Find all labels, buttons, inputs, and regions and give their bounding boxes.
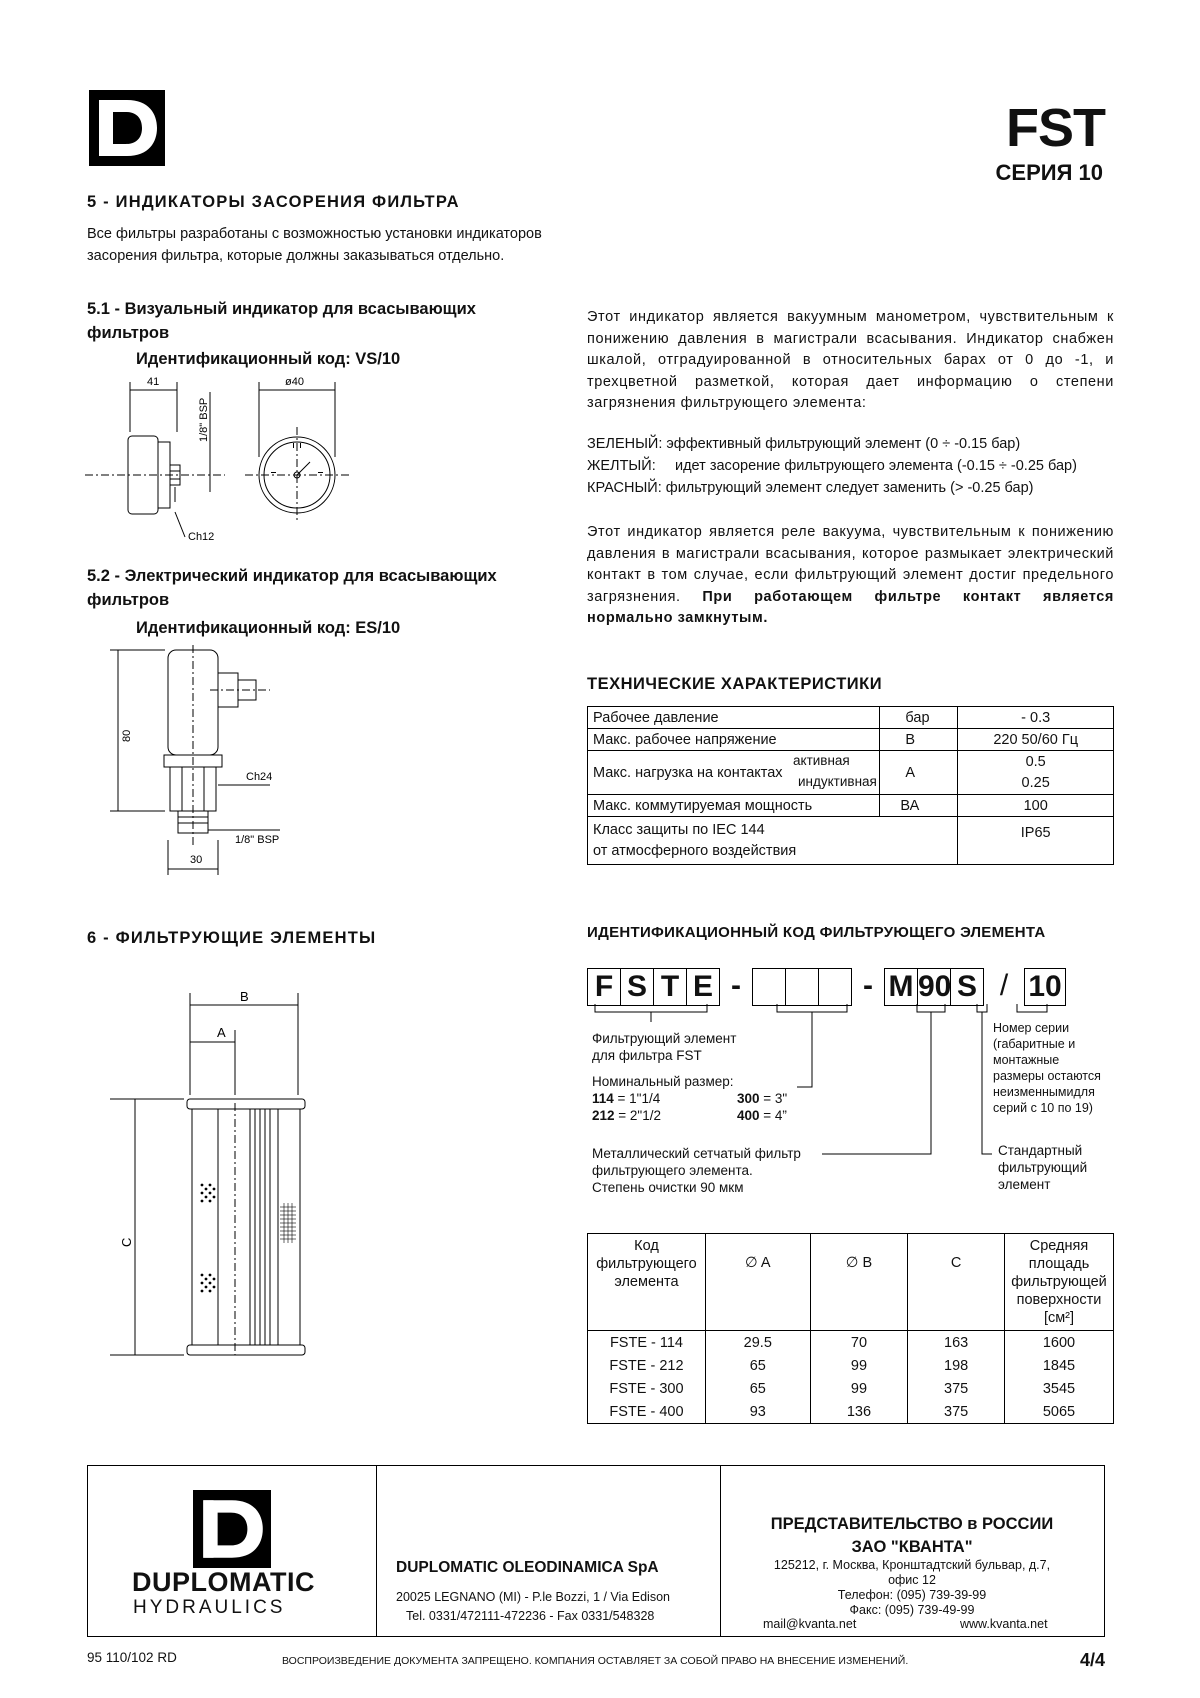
doc-code: 95 110/102 RD (87, 1650, 177, 1665)
size-400 (737, 1107, 787, 1124)
code-box: F (587, 968, 621, 1006)
tech-cell: бар (880, 707, 958, 729)
tech-cell: - 0.3 (958, 707, 1114, 729)
tech-cell: IP65 (958, 817, 1114, 865)
tech-load-inductive: индуктивная (798, 774, 877, 789)
size-212-code: 212 (592, 1108, 615, 1123)
cell-c: 375 (908, 1400, 1005, 1424)
cell-b: 136 (810, 1400, 908, 1424)
cell-a: 93 (705, 1400, 810, 1424)
footer-logo (193, 1490, 271, 1568)
green-zone: ЗЕЛЕНЫЙ: эффективный фильтрующий элемент (0 ÷ -0.15 бар) (587, 436, 1021, 452)
vacuum-switch-bold: При работающем фильтре контакт является нормально замкнутым. (587, 588, 1114, 626)
tech-table (587, 706, 1114, 865)
tech-value-active: 0.5 (1025, 753, 1046, 770)
table-row (588, 1400, 1114, 1424)
yellow-label: ЖЕЛТЫЙ: (587, 458, 656, 474)
section6-title: 6 - ФИЛЬТРУЮЩИЕ ЭЛЕМЕНТЫ (87, 929, 377, 947)
element-header-code: Код фильтрующего элемента (588, 1234, 706, 1331)
footer-rep-mail[interactable]: mail@kvanta.net (763, 1617, 857, 1631)
filter-element-drawing (110, 985, 330, 1375)
section51-title: 5.1 - Визуальный индикатор для всасывающих фильтров (87, 300, 476, 342)
page-number: 4/4 (1079, 1650, 1105, 1670)
element-header-a: ∅ A (705, 1234, 810, 1331)
footer-rep-fax: Факс: (095) 739-49-99 (849, 1603, 975, 1617)
dim-bsp: 1/8" BSP (235, 834, 280, 846)
dim-thread: 1/8" BSP (198, 397, 210, 442)
dim-80: 80 (121, 729, 133, 742)
code-separator: - (863, 969, 873, 1002)
size-300-val: = 3" (759, 1091, 788, 1106)
size-114-code: 114 (592, 1091, 614, 1106)
tech-cell (958, 751, 1114, 795)
product-code: FST (1006, 98, 1105, 158)
tech-cell: 220 50/60 Гц (958, 729, 1114, 751)
cell-area: 5065 (1005, 1400, 1114, 1424)
idcode-series-label: Номер серии (габаритные и монтажные размеры остаются неизменнымидля серий с 10 по 19) (993, 1021, 1101, 1115)
tech-cell: Рабочее давление (588, 707, 880, 729)
tech-cell: Макс. рабочее напряжение (588, 729, 880, 751)
footer-rep-office: офис 12 (888, 1573, 936, 1587)
code-separator: / (999, 969, 1009, 1002)
table-row (588, 1377, 1114, 1400)
size-400-val: = 4” (759, 1108, 787, 1123)
cell-code: FSTE - 400 (588, 1400, 706, 1424)
idcode-element-label: Фильтрующий элемент для фильтра FST (592, 1031, 737, 1063)
tech-protection-1: Класс защиты по IEC 144 (593, 821, 765, 838)
element-table (587, 1233, 1114, 1424)
tech-load-active: активная (793, 753, 850, 768)
element-header-row (588, 1234, 1114, 1331)
footer-rep-title: ПРЕДСТАВИТЕЛЬСТВО в РОССИИ (770, 1515, 1054, 1533)
dim-a: A (217, 1025, 226, 1040)
dim-diameter: ø40 (285, 376, 304, 388)
tech-row (588, 817, 1114, 865)
size-212 (592, 1107, 661, 1124)
tech-load-label: Макс. нагрузка на контактах (593, 764, 783, 781)
tech-cell (588, 751, 880, 795)
size-300-code: 300 (737, 1091, 760, 1106)
duplomatic-logo (89, 90, 165, 166)
code-box: 10 (1024, 968, 1066, 1006)
dim-c: C (119, 1237, 134, 1247)
cell-area: 1600 (1005, 1331, 1114, 1355)
footer-address: 20025 LEGNANO (MI) - P.le Bozzi, 1 / Via Edison (396, 1590, 670, 1604)
copyright-notice: ВОСПРОИЗВЕДЕНИЕ ДОКУМЕНТА ЗАПРЕЩЕНО. КОМПАНИЯ ОСТАВЛЯЕТ ЗА СОБОЙ ПРАВО НА ВНЕСЕНИЕ ИЗМЕНЕНИЙ. (282, 1655, 909, 1667)
section5-intro: Все фильтры разработаны с возможностью установки индикаторов засорения фильтра, которые должны заказываться отдельно. (87, 226, 542, 264)
dim-hex: Ch12 (188, 531, 215, 543)
cell-c: 198 (908, 1354, 1005, 1377)
code-box: E (687, 968, 720, 1006)
cell-c: 163 (908, 1331, 1005, 1355)
code-box: T (654, 968, 687, 1006)
idcode-title: ИДЕНТИФИКАЦИОННЫЙ КОД ФИЛЬТРУЮЩЕГО ЭЛЕМЕНТА (587, 924, 1046, 941)
footer-rep-phone: Телефон: (095) 739-39-99 (837, 1588, 987, 1602)
cell-a: 65 (705, 1354, 810, 1377)
product-series: СЕРИЯ 10 (995, 160, 1103, 185)
code-box (819, 968, 852, 1006)
code-box: 90 (918, 968, 951, 1006)
tech-cell: Макс. коммутируемая мощность (588, 795, 880, 817)
size-114 (592, 1090, 660, 1107)
section52-title: 5.2 - Электрический индикатор для всасывающих фильтров (87, 567, 497, 609)
cell-code: FSTE - 300 (588, 1377, 706, 1400)
vacuum-switch-description (587, 522, 1114, 630)
footer-brand-sub: HYDRAULICS (133, 1597, 286, 1618)
tech-row (588, 795, 1114, 817)
idcode-standard-label: Стандартный фильтрующий элемент (998, 1143, 1088, 1192)
dim-b: B (240, 989, 249, 1004)
idcode-size-title: Номинальный размер: (592, 1074, 734, 1089)
code-box (752, 968, 786, 1006)
idcode-boxes (587, 968, 1066, 1006)
tech-protection-2: от атмосферного воздействия (593, 842, 797, 859)
code-box (786, 968, 819, 1006)
cell-a: 29.5 (705, 1331, 810, 1355)
vacuum-gauge-description: Этот индикатор является вакуумным манометром, чувствительным к понижению давления в магистрали всасывания. Индикатор снабжен шкалой, отградуированной в относительных барах от 0 до -1, и трехцветной разметкой, которая дает информацию о степени загрязнения фильтрующего элемента: (587, 309, 1114, 411)
cell-area: 3545 (1005, 1377, 1114, 1400)
mesh-hatch (280, 1203, 296, 1243)
cell-b: 70 (810, 1331, 908, 1355)
footer-rep-address: 125212, г. Москва, Кронштадтский бульвар, д.7, (773, 1558, 1051, 1572)
electric-indicator-drawing (110, 645, 310, 885)
tech-row (588, 707, 1114, 729)
cell-area: 1845 (1005, 1354, 1114, 1377)
size-114-val: = 1"1/4 (613, 1091, 661, 1106)
yellow-zone: идет засорение фильтрующего элемента (-0.15 ÷ -0.25 бар) (675, 458, 1077, 474)
section51-code: Идентификационный код: VS/10 (136, 350, 401, 368)
size-300 (737, 1090, 787, 1107)
tech-cell: 100 (958, 795, 1114, 817)
tech-row (588, 729, 1114, 751)
size-400-code: 400 (737, 1108, 760, 1123)
perforation-dots (201, 1184, 216, 1293)
tech-cell: А (880, 751, 958, 795)
table-row (588, 1354, 1114, 1377)
red-zone: КРАСНЫЙ: фильтрующий элемент следует заменить (> -0.25 бар) (587, 480, 1034, 496)
cell-code: FSTE - 212 (588, 1354, 706, 1377)
tech-cell: ВА (880, 795, 958, 817)
tech-row (588, 751, 1114, 795)
idcode-mesh-label: Металлический сетчатый фильтр фильтрующего элемента. Степень очистки 90 мкм (592, 1146, 801, 1195)
footer-brand: DUPLOMATIC (132, 1567, 315, 1597)
section52-code: Идентификационный код: ES/10 (136, 619, 401, 637)
vacuum-switch-text: Этот индикатор является реле вакуума, чувствительным к понижению давления в магистрали всасывания, которое размыкает электрический контакт в том случае, если фильтрующий элемент достиг предельного загрязнения. (587, 524, 1114, 605)
element-header-area: Средняя площадь фильтрующей поверхности [см²] (1005, 1234, 1114, 1331)
tech-value-inductive: 0.25 (1021, 774, 1050, 791)
footer-company: DUPLOMATIC OLEODINAMICA SpA (396, 1559, 659, 1576)
tech-cell (588, 817, 958, 865)
code-box: M (884, 968, 918, 1006)
code-box: S (951, 968, 984, 1006)
footer-phone: Tel. 0331/472111-472236 - Fax 0331/548328 (406, 1609, 655, 1623)
dim-ch24: Ch24 (246, 771, 273, 783)
cell-b: 99 (810, 1354, 908, 1377)
cell-code: FSTE - 114 (588, 1331, 706, 1355)
section5-title: 5 - ИНДИКАТОРЫ ЗАСОРЕНИЯ ФИЛЬТРА (87, 193, 460, 211)
element-header-c: C (908, 1234, 1005, 1331)
dim-41: 41 (147, 376, 160, 388)
tech-cell: В (880, 729, 958, 751)
size-212-val: = 2"1/2 (614, 1108, 661, 1123)
cell-a: 65 (705, 1377, 810, 1400)
element-header-b: ∅ B (810, 1234, 908, 1331)
tech-title: ТЕХНИЧЕСКИЕ ХАРАКТЕРИСТИКИ (587, 675, 883, 693)
table-row (588, 1331, 1114, 1355)
cell-c: 375 (908, 1377, 1005, 1400)
footer-rep-company: ЗАО "КВАНТА" (851, 1538, 973, 1556)
code-box: S (621, 968, 654, 1006)
footer (87, 1465, 1105, 1637)
visual-indicator-drawing (85, 372, 355, 552)
code-separator: - (731, 969, 741, 1002)
cell-b: 99 (810, 1377, 908, 1400)
footer-rep-web[interactable]: www.kvanta.net (960, 1617, 1048, 1631)
dim-30: 30 (190, 854, 203, 866)
